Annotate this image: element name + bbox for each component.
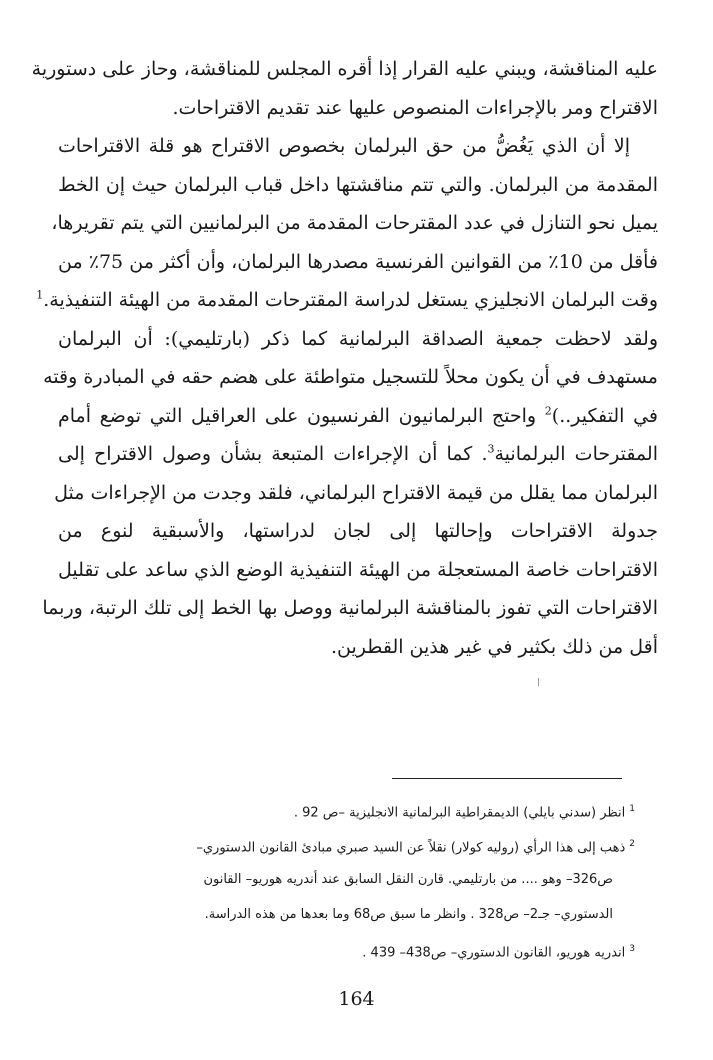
footnote-ref: 3 bbox=[487, 442, 495, 456]
footnote-number: 2 bbox=[629, 839, 635, 849]
text-line: البرلمان مما يقلل من قيمة الاقتراح البرلماني، فلقد وجدت من الإجراءات مثل bbox=[54, 481, 658, 504]
text-segment: وقت البرلمان الانجليزي يستغل لدراسة المقترحات المقدمة من الهيئة التنفيذية. bbox=[43, 289, 658, 311]
footnote-number: 1 bbox=[629, 804, 635, 814]
footnote-text: ص326– وهو .... من بارتليمي. قارن النقل السابق عند أندريه هوريو– القانون bbox=[203, 872, 613, 887]
text-line: جدولة الاقتراحات وإحالتها إلى لجان لدراستها، والأسبقية لنوع من bbox=[58, 520, 658, 542]
text-line: ولقد لاحظت جمعية الصداقة البرلمانية كما ذكر (بارتليمي): أن البرلمان bbox=[58, 327, 658, 350]
text-line bbox=[58, 435, 658, 474]
text-segment: في التفكير..) bbox=[551, 404, 659, 427]
text-line: إلا أن الذي يَغُضُّ من حق البرلمان بخصوص الاقتراح هو قلة الاقتراحات bbox=[58, 135, 630, 157]
page-number: 164 bbox=[338, 988, 375, 1010]
footnote-3 bbox=[100, 932, 635, 967]
footnote-text: انظر (سدني بايلي) الديمقراطية البرلمانية الانجليزية –ص 92 . bbox=[293, 805, 626, 821]
footnote-ref: 1 bbox=[36, 288, 44, 302]
main-text bbox=[31, 50, 659, 666]
footnote-ref: 2 bbox=[544, 404, 552, 418]
text-line: مستهدف في أن يكون محلاً للتسجيل متواطئة على هضم حقه في المبادرة وقته bbox=[43, 366, 658, 388]
footnote-text: الدستوري– جـ2– ص328 . وانظر ما سبق ص68 وما بعدها من هذه الدراسة. bbox=[204, 907, 613, 922]
text-line: فأقل من 10٪ من القوانين الفرنسية مصدرها البرلمان، وأن أكثر من 75٪ من bbox=[58, 250, 658, 273]
text-line: أقل من ذلك بكثير في غير هذين القطرين. bbox=[330, 635, 658, 658]
text-line bbox=[58, 397, 658, 436]
text-line: الاقتراح ومر بالإجراءات المنصوص عليها عند تقديم الاقتراحات. bbox=[172, 96, 658, 119]
text-segment: المقترحات البرلمانية bbox=[494, 443, 658, 465]
footnotes bbox=[100, 792, 635, 967]
text-line: المقدمة من البرلمان. والتي تتم مناقشتها داخل قباب البرلمان حيث إن الخط bbox=[58, 173, 658, 196]
text-line bbox=[36, 281, 658, 320]
text-line: الاقتراحات خاصة المستعجلة من الهيئة التنفيذية الوضع الذي ساعد على تقليل bbox=[58, 558, 658, 581]
text-segment: واحتج البرلمانيون الفرنسيون على العراقيل التي توضع أمام bbox=[58, 404, 545, 427]
footnote-text: ذهب إلى هذا الرأي (روليه كولار) نقلاً عن السيد صبري مبادئ القانون الدستوري– bbox=[196, 840, 626, 856]
text-line: عليه المناقشة، ويبني عليه القرار إذا أقره المجلس للمناقشة، وحاز على دستورية bbox=[31, 58, 658, 80]
stray-mark bbox=[538, 678, 539, 686]
footnote-1 bbox=[100, 792, 635, 827]
footnote-separator bbox=[392, 778, 622, 779]
footnote-number: 3 bbox=[629, 944, 635, 954]
footnote-2 bbox=[100, 827, 635, 862]
footnote-text: اندريه هوريو، القانون الدستوري– ص438– 439 . bbox=[362, 945, 626, 961]
text-line: الاقتراحات التي تفوز بالمناقشة البرلمانية ووصل بها الخط إلى تلك الرتبة، وربما bbox=[42, 597, 658, 619]
text-segment: . كما أن الإجراءات المتبعة بشأن وصول الاقتراح إلى bbox=[58, 443, 488, 465]
text-line: يميل نحو التنازل في عدد المقترحات المقدمة من البرلمانيين التي يتم تقريرها، bbox=[51, 212, 658, 234]
